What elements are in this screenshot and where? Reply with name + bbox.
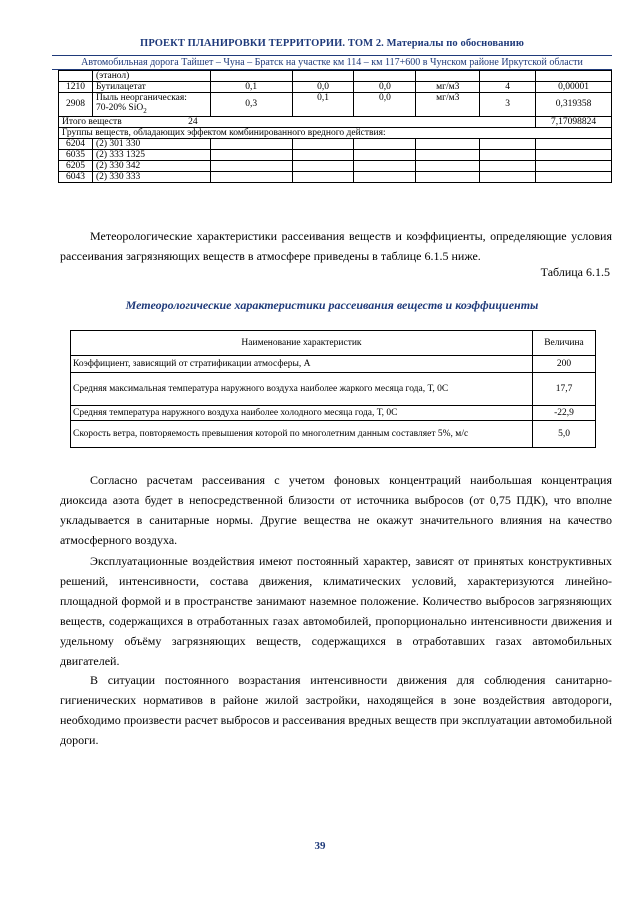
characteristic-name: Коэффициент, зависящий от стратификации атмосферы, А bbox=[71, 356, 533, 373]
table-title: Метеорологические характеристики рассеивания веществ и коэффициенты bbox=[125, 298, 539, 312]
table-cell bbox=[292, 138, 354, 149]
column-header-value: Величина bbox=[533, 331, 596, 356]
table-cell bbox=[416, 138, 480, 149]
total-cell bbox=[59, 116, 536, 127]
table-row bbox=[59, 116, 612, 127]
table-cell: 0,00001 bbox=[536, 82, 612, 93]
characteristic-name: Средняя максимальная температура наружного воздуха наиболее жаркого месяца года, Т, 0С bbox=[71, 373, 533, 406]
table-cell: 0,0 bbox=[292, 82, 354, 93]
table-row bbox=[59, 171, 612, 182]
substance-name-line1: Пыль неорганическая: bbox=[95, 93, 187, 103]
table-cell: 0,319358 bbox=[536, 93, 612, 117]
table-cell bbox=[536, 71, 612, 82]
table-cell bbox=[416, 149, 480, 160]
column-header-name: Наименование характеристик bbox=[71, 331, 533, 356]
table-cell: 0,1 bbox=[292, 93, 354, 117]
table-cell bbox=[210, 71, 292, 82]
groups-label: Группы веществ, обладающих эффектом комбинированного вредного действия: bbox=[59, 127, 612, 138]
table-cell: 0,1 bbox=[210, 82, 292, 93]
paragraph-dispersion: Согласно расчетам рассеивания с учетом фоновых концентраций наибольшая концентрация диоксида азота будет в непосредственной близости от источника выбросов (от 0,75 ПДК), что вполне укладывается в санитарные нормы. Другие вещества не окажут значительного влияния на качество атмосферного воздуха. bbox=[60, 473, 612, 547]
table-cell bbox=[59, 71, 93, 82]
table-cell bbox=[354, 71, 416, 82]
table-cell: 0,0 bbox=[354, 93, 416, 117]
table-cell bbox=[416, 71, 480, 82]
table-cell bbox=[210, 160, 292, 171]
substance-name-line2: 70-20% SiO bbox=[95, 103, 144, 113]
table-cell bbox=[536, 160, 612, 171]
table-header-row bbox=[71, 331, 596, 356]
table-cell bbox=[480, 149, 536, 160]
group-name: (2) 333 1325 bbox=[92, 149, 210, 160]
characteristic-value: 17,7 bbox=[533, 373, 596, 406]
table-cell: мг/м3 bbox=[416, 82, 480, 93]
header-rule bbox=[52, 55, 612, 56]
table-row bbox=[59, 160, 612, 171]
table-row bbox=[59, 93, 612, 117]
table-cell bbox=[292, 71, 354, 82]
table-cell bbox=[416, 160, 480, 171]
header-subtitle: Автомобильная дорога Тайшет – Чуна – Братск на участке км 114 – км 117+600 в Чунском районе Иркутской области bbox=[81, 57, 583, 68]
paragraph-intro: Метеорологические характеристики рассеивания веществ и коэффициенты, определяющие условия рассеивания загрязняющих веществ в атмосфере приведены в таблице 6.1.5 ниже. bbox=[60, 229, 612, 263]
table-cell: 4 bbox=[480, 82, 536, 93]
group-code: 6043 bbox=[59, 171, 93, 182]
table-row bbox=[71, 406, 596, 421]
table-cell: мг/м3 bbox=[416, 93, 480, 117]
group-code: 6035 bbox=[59, 149, 93, 160]
table-cell bbox=[210, 138, 292, 149]
table-cell bbox=[292, 171, 354, 182]
substance-code: 2908 bbox=[59, 93, 93, 117]
table-cell: 0,0 bbox=[354, 82, 416, 93]
characteristic-value: 200 bbox=[533, 356, 596, 373]
table-cell bbox=[536, 171, 612, 182]
table-row bbox=[71, 373, 596, 406]
total-value: 7,17098824 bbox=[536, 116, 612, 127]
table-cell bbox=[354, 171, 416, 182]
table-row bbox=[59, 127, 612, 138]
total-label: Итого веществ bbox=[62, 116, 122, 127]
table-cell bbox=[210, 149, 292, 160]
table-cell: 0,3 bbox=[210, 93, 292, 117]
total-count: 24 bbox=[188, 116, 198, 127]
table-cell bbox=[480, 171, 536, 182]
subscript: 2 bbox=[143, 106, 147, 115]
table-cell bbox=[354, 138, 416, 149]
group-name: (2) 330 333 bbox=[92, 171, 210, 182]
table-cell bbox=[416, 171, 480, 182]
group-code: 6205 bbox=[59, 160, 93, 171]
characteristic-name: Средняя температура наружного воздуха наиболее холодного месяца года, Т, 0С bbox=[71, 406, 533, 421]
table-cell: 3 bbox=[480, 93, 536, 117]
characteristic-value: -22,9 bbox=[533, 406, 596, 421]
group-name: (2) 301 330 bbox=[92, 138, 210, 149]
table-cell bbox=[480, 160, 536, 171]
page-number: 39 bbox=[314, 840, 326, 852]
characteristic-value: 5,0 bbox=[533, 421, 596, 448]
meteo-table bbox=[70, 330, 596, 448]
table-row bbox=[59, 71, 612, 82]
group-name: (2) 330 342 bbox=[92, 160, 210, 171]
table-cell bbox=[480, 71, 536, 82]
table-row bbox=[71, 356, 596, 373]
table-cell bbox=[292, 149, 354, 160]
substances-table bbox=[58, 70, 612, 183]
table-cell bbox=[536, 149, 612, 160]
substance-code: 1210 bbox=[59, 82, 93, 93]
paragraph-operation: Эксплуатационные воздействия имеют постоянный характер, зависят от принятых конструктивных решений, интенсивности, состава движения, климатических условий, характеризуются линейно-площадной формой и в пространстве занимают наземное положение. Количество выбросов загрязняющих веществ, содержащихся в отработанных газах автомобилей, пропорционально интенсивности движения и удельному объёму загрязняющих веществ, содержащихся в отработавших газах автомобильных двигателей. bbox=[60, 554, 612, 668]
table-cell bbox=[354, 160, 416, 171]
header-title: ПРОЕКТ ПЛАНИРОВКИ ТЕРРИТОРИИ. ТОМ 2. Материалы по обоснованию bbox=[140, 38, 524, 49]
table-cell bbox=[480, 138, 536, 149]
table-cell bbox=[292, 160, 354, 171]
paragraph-conclusion: В ситуации постоянного возрастания интенсивности движения для соблюдения санитарно-гигиенических нормативов в районе жилой застройки, находящейся в зоне воздействия автодороги, необходимо произвести расчет выбросов и рассеивания вредных веществ при эксплуатации автомобильной дороги. bbox=[60, 673, 612, 747]
characteristic-name: Скорость ветра, повторяемость превышения которой по многолетним данным составляет 5%, м/с bbox=[71, 421, 533, 448]
table-cell bbox=[354, 149, 416, 160]
substance-name bbox=[92, 93, 210, 117]
table-row bbox=[59, 138, 612, 149]
page-header bbox=[52, 38, 612, 49]
table-cell bbox=[536, 138, 612, 149]
table-cell: (этанол) bbox=[92, 71, 210, 82]
substance-name: Бутилацетат bbox=[92, 82, 210, 93]
table-number: Таблица 6.1.5 bbox=[540, 265, 610, 279]
table-row bbox=[59, 149, 612, 160]
table-row bbox=[59, 82, 612, 93]
group-code: 6204 bbox=[59, 138, 93, 149]
table-cell bbox=[210, 171, 292, 182]
table-row bbox=[71, 421, 596, 448]
